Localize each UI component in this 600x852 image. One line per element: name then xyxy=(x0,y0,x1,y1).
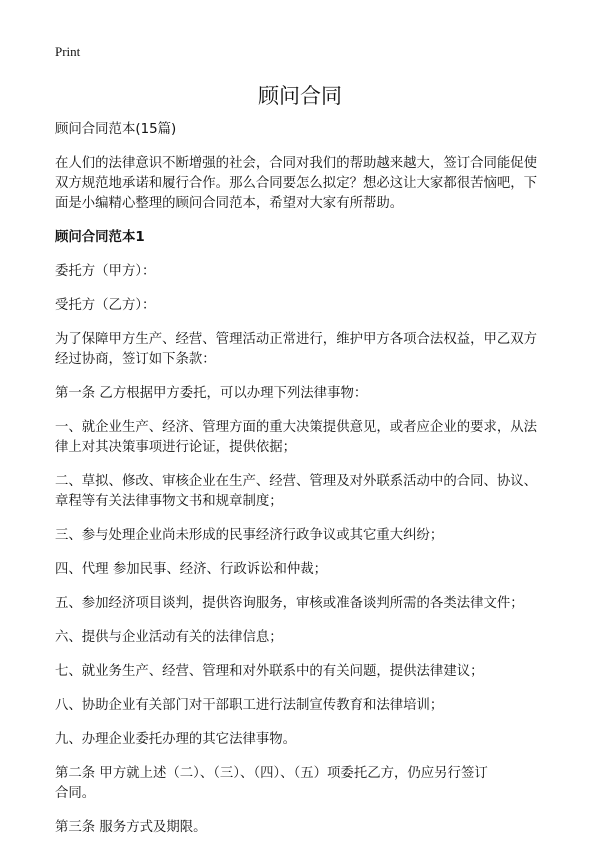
text-line: 第三条 服务方式及期限。 xyxy=(55,820,207,835)
text-line: 双方规范地承诺和履行合作。那么合同要怎么拟定？想必这让大家都很苦恼吧，下 xyxy=(55,176,538,191)
text-line: 一、就企业生产、经济、管理方面的重大决策提供意见，或者应企业的要求，从法 xyxy=(55,420,538,435)
paragraph xyxy=(55,296,575,316)
text-line: 经过协商，签订如下条款： xyxy=(55,352,216,367)
paragraph xyxy=(55,628,575,648)
paragraph xyxy=(55,818,575,838)
text-line: 顾问合同范本1 xyxy=(55,230,145,245)
paragraph xyxy=(55,262,575,282)
paragraph xyxy=(55,526,575,546)
text-line: 四、代理 参加民事、经济、行政诉讼和仲裁； xyxy=(55,562,328,577)
text-line: 面是小编精心整理的顾问合同范本，希望对大家有所帮助。 xyxy=(55,196,404,211)
paragraph xyxy=(55,662,575,682)
text-line: 律上对其决策事项进行论证，提供依据； xyxy=(55,440,297,455)
paragraph xyxy=(55,120,575,140)
paragraph xyxy=(55,730,575,750)
paragraph xyxy=(55,154,575,214)
page-title: 顾问合同 xyxy=(258,84,342,108)
text-line: 顾问合同范本(15篇) xyxy=(55,122,177,137)
text-line: 三、参与处理企业尚未形成的民事经济行政争议或其它重大纠纷； xyxy=(55,528,444,543)
paragraph xyxy=(55,384,575,404)
paragraph xyxy=(55,330,575,370)
text-line: 七、就业务生产、经营、管理和对外联系中的有关问题，提供法律建议； xyxy=(55,664,484,679)
document-body xyxy=(55,120,575,852)
text-line: 第一条 乙方根据甲方委托，可以办理下列法律事物： xyxy=(55,386,368,401)
text-line: 二、草拟、修改、审核企业在生产、经营、管理及对外联系活动中的合同、协议、 xyxy=(55,474,538,489)
text-line: 在人们的法律意识不断增强的社会，合同对我们的帮助越来越大，签订合同能促使 xyxy=(55,156,538,171)
text-line: 受托方（乙方）： xyxy=(55,298,156,313)
paragraph xyxy=(55,696,575,716)
text-line: 合同。 xyxy=(55,786,96,801)
text-line: 第二条 甲方就上述（二）、（三）、（四）、（五）项委托乙方，仍应另行签订 xyxy=(55,766,488,781)
text-line: 章程等有关法律事物文书和规章制度； xyxy=(55,494,283,509)
text-line: 委托方（甲方）： xyxy=(55,264,156,279)
paragraph xyxy=(55,418,575,458)
text-line: 六、提供与企业活动有关的法律信息； xyxy=(55,630,283,645)
text-line: 九、办理企业委托办理的其它法律事物。 xyxy=(55,732,297,747)
print-link[interactable]: Print xyxy=(55,44,81,59)
section-heading xyxy=(55,228,575,248)
text-line: 八、协助企业有关部门对干部职工进行法制宣传教育和法律培训； xyxy=(55,698,444,713)
paragraph xyxy=(55,560,575,580)
text-line: 为了保障甲方生产、经营、管理活动正常进行，维护甲方各项合法权益，甲乙双方 xyxy=(55,332,538,347)
paragraph xyxy=(55,764,575,804)
text-line: 五、参加经济项目谈判，提供咨询服务，审核或准备谈判所需的各类法律文件； xyxy=(55,596,524,611)
paragraph xyxy=(55,472,575,512)
paragraph xyxy=(55,594,575,614)
